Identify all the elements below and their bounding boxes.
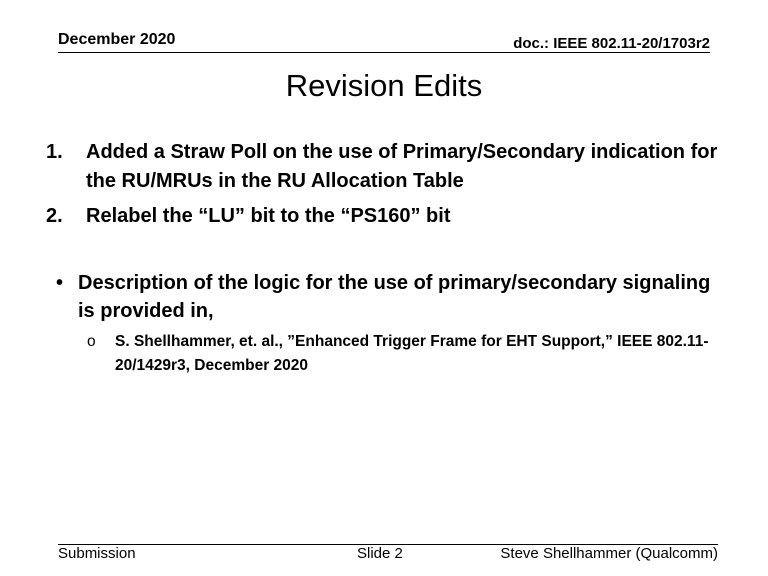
footer-submission: Submission — [58, 545, 136, 562]
bullet-marker: • — [56, 272, 64, 294]
sub-bullet-marker: o — [87, 333, 96, 350]
bullet-item — [56, 269, 716, 325]
slide-title: Revision Edits — [285, 68, 483, 103]
list-marker: 1. — [46, 141, 63, 163]
sub-bullet-text: S. Shellhammer, et. al., ”Enhanced Trigger Frame for EHT Support,” IEEE 802.11-20/1429r3, December 2020 — [115, 333, 709, 374]
list-marker: 2. — [46, 205, 63, 227]
header-doc-id: doc.: IEEE 802.11-20/1703r2 — [513, 35, 710, 52]
sub-bullet-item — [87, 330, 727, 378]
numbered-list — [46, 138, 736, 231]
footer-slide-number: Slide 2 — [357, 545, 403, 562]
list-item-text: Relabel the “LU” bit to the “PS160” bit — [86, 205, 451, 227]
list-item-text: Added a Straw Poll on the use of Primary/Secondary indication for the RU/MRUs in the RU Allocation Table — [86, 141, 718, 192]
header-divider — [58, 52, 710, 53]
bullet-text: Description of the logic for the use of primary/secondary signaling is provided in, — [78, 272, 711, 322]
list-item — [46, 202, 736, 231]
list-item — [46, 138, 736, 196]
header-date: December 2020 — [58, 31, 176, 48]
footer-author: Steve Shellhammer (Qualcomm) — [500, 545, 718, 562]
